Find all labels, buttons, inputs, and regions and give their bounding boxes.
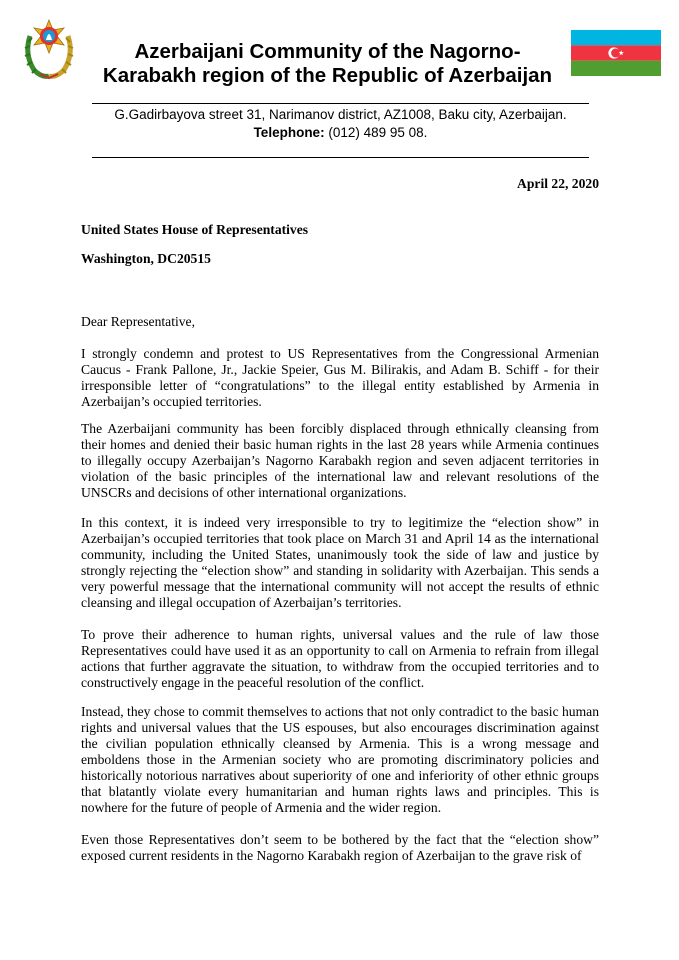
azerbaijan-flag-icon — [571, 30, 661, 76]
recipient-name: United States House of Representatives — [81, 222, 309, 237]
telephone-value: (012) 489 95 08. — [328, 125, 428, 140]
salutation: Dear Representative, — [81, 314, 195, 329]
letterhead-title-line-1: Azerbaijani Community of the Nagorno- — [134, 40, 521, 63]
letterhead-telephone — [92, 124, 589, 141]
telephone-label: Telephone: — [253, 125, 325, 140]
header-top-rule — [92, 103, 589, 104]
paragraph-1: I strongly condemn and protest to US Representatives from the Congressional Armenian Caucus - Frank Pallone, Jr., Jackie Speier, Gus M. Bilirakis, and Adam B. Schiff - for their irresponsible letter of “congratulations” to the illegal entity established by Armenia in Azerbaijan’s occupied territories. — [81, 346, 599, 409]
letterhead-title-line-2: Karabakh region of the Republic of Azerbaijan — [102, 64, 553, 87]
letter-date: April 22, 2020 — [517, 176, 599, 191]
paragraph-4: To prove their adherence to human rights, universal values and the rule of law those Representatives could have used it as an opportunity to call on Armenia to refrain from illegal actions that further aggravate the situation, to withdraw from the occupied territories and to constructively engage in the peaceful resolution of the conflict. — [81, 627, 599, 690]
paragraph-5: Instead, they chose to commit themselves to actions that not only contradict to the basic human rights and universal values that the US espouses, but also encourages discrimination against the civilian population ethnically cleansed by Armenia. This is a wrong message and emboldens those in the Armenian society who are promoting discriminatory policies and historically notorious narratives about superiority of one and inferiority of other ethnic groups that blatantly violate every humanitarian and human rights laws and principles. This is nowhere for the future of people of Armenia and the wider region. — [81, 704, 599, 815]
header-bottom-rule — [92, 157, 589, 158]
paragraph-2: The Azerbaijani community has been forcibly displaced through ethnically cleansing from their homes and denied their basic human rights in the last 28 years while Armenia continues to illegally occupy Azerbaijan’s Nagorno Karabakh region and seven adjacent territories in violation of the basic principles of the international law and relevant resolutions of the UNSCRs and decisions of other international organizations. — [81, 421, 599, 500]
paragraph-6: Even those Representatives don’t seem to be bothered by the fact that the “election show” exposed current residents in the Nagorno Karabakh region of Azerbaijan to the grave risk of — [81, 832, 599, 863]
letterhead-address: G.Gadirbayova street 31, Narimanov district, AZ1008, Baku city, Azerbaijan. — [114, 107, 567, 122]
azerbaijan-state-emblem-icon — [20, 14, 78, 82]
paragraph-3: In this context, it is indeed very irresponsible to try to legitimize the “election show” in Azerbaijan’s occupied territories that took place on March 31 and April 14 as the international community, including the United States, unanimously took the side of law and justice by strongly rejecting the “election show” and standing in solidarity with Azerbaijan. This sends a very powerful message that the international community will not accept the results of ethnic cleansing and illegal occupation of Azerbaijan’s territories. — [81, 515, 599, 610]
letterhead-title — [90, 40, 565, 88]
recipient-city: Washington, DC20515 — [81, 251, 211, 266]
